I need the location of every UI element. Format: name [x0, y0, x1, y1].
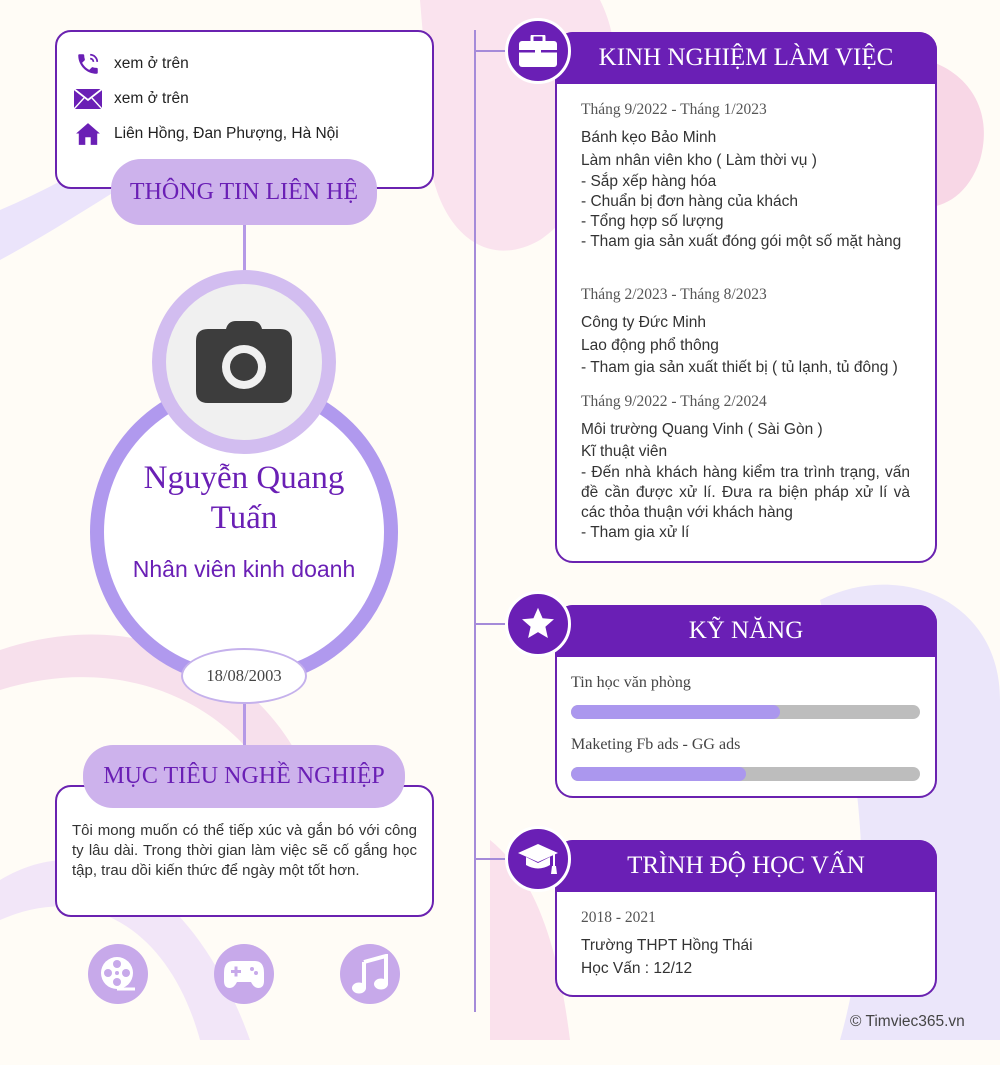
briefcase-icon	[519, 35, 557, 67]
contact-section-title: THÔNG TIN LIÊN HỆ	[111, 159, 377, 225]
job-3-position: Kĩ thuật viên	[581, 443, 668, 460]
skill-1-name: Tin học văn phòng	[571, 674, 691, 691]
job-duty: - Tham gia sản xuất đóng gói một số mặt hàng	[581, 233, 902, 250]
job-duty: - Tổng hợp số lượng	[581, 213, 724, 230]
job-2-position: Lao động phổ thông	[581, 337, 719, 354]
job-duty: - Tham gia sản xuất thiết bị ( tủ lạnh, tủ đông )	[581, 359, 898, 376]
envelope-icon	[73, 85, 103, 113]
education-badge	[505, 826, 571, 892]
timeline-line	[474, 30, 476, 1012]
music-note-icon	[352, 954, 388, 994]
education-school: Trường THPT Hồng Thái	[581, 937, 753, 954]
skill-2-bar-fill	[571, 767, 746, 781]
home-icon	[73, 120, 103, 148]
education-period: 2018 - 2021	[581, 909, 656, 926]
skill-1-bar-fill	[571, 705, 780, 719]
contact-address-text: Liên Hồng, Đan Phượng, Hà Nội	[114, 125, 339, 142]
skill-2-name: Maketing Fb ads - GG ads	[571, 736, 741, 753]
job-duty: - Sắp xếp hàng hóa	[581, 173, 717, 190]
contact-phone-row	[73, 50, 189, 78]
job-3-duties	[581, 463, 910, 543]
job-duty: - Đến nhà khách hàng kiểm tra trình trạng, vấn đề cần được xử lí. Đưa ra biện pháp xử lí và các thỏa thuận với khách hàng	[581, 464, 910, 521]
job-3-period: Tháng 9/2022 - Tháng 2/2024	[581, 393, 767, 410]
job-1-duties	[581, 172, 910, 252]
profile-name: Nguyễn Quang Tuấn	[143, 460, 345, 536]
job-1-company: Bánh kẹo Bảo Minh	[581, 129, 717, 146]
hobby-music-button[interactable]	[340, 944, 400, 1004]
hobby-game-button[interactable]	[214, 944, 274, 1004]
job-3-company: Môi trường Quang Vinh ( Sài Gòn )	[581, 421, 823, 438]
skills-section-title: KỸ NĂNG	[555, 605, 937, 657]
job-duty: - Tham gia xử lí	[581, 524, 690, 541]
connector-line	[243, 225, 246, 271]
hobby-film-button[interactable]	[88, 944, 148, 1004]
profile-job-title: Nhân viên kinh doanh	[132, 556, 356, 582]
skill-2-bar	[571, 767, 920, 781]
film-reel-icon	[99, 955, 137, 993]
skills-badge	[505, 591, 571, 657]
graduation-cap-icon	[517, 842, 559, 876]
education-section-title: TRÌNH ĐỘ HỌC VẤN	[555, 840, 937, 892]
objective-text: Tôi mong muốn có thể tiếp xúc và gắn bó với công ty lâu dài. Trong thời gian làm việc sẽ cố gắng học tập, trau dồi kiến thức để ngày một tốt hơn.	[72, 822, 417, 879]
experience-section-title: KINH NGHIỆM LÀM VIỆC	[555, 32, 937, 84]
contact-email-row	[73, 85, 189, 113]
star-icon	[520, 607, 556, 641]
avatar[interactable]	[166, 284, 322, 440]
contact-phone-text: xem ở trên	[114, 55, 189, 72]
job-2-company: Công ty Đức Minh	[581, 314, 706, 331]
job-1-period: Tháng 9/2022 - Tháng 1/2023	[581, 101, 767, 118]
skill-1-bar	[571, 705, 920, 719]
education-level: Học Vấn : 12/12	[581, 960, 693, 977]
profile-dob: 18/08/2003	[181, 648, 307, 704]
gamepad-icon	[223, 959, 265, 989]
phone-icon	[73, 50, 103, 78]
job-2-period: Tháng 2/2023 - Tháng 8/2023	[581, 286, 767, 303]
job-2-duties	[581, 358, 910, 378]
job-1-position: Làm nhân viên kho ( Làm thời vụ )	[581, 152, 817, 169]
job-duty: - Chuẩn bị đơn hàng của khách	[581, 193, 798, 210]
footer-credit[interactable]: © Timviec365.vn	[850, 1013, 965, 1030]
experience-badge	[505, 18, 571, 84]
objective-section-title: MỤC TIÊU NGHỀ NGHIỆP	[83, 745, 405, 808]
connector-line	[243, 704, 246, 746]
contact-email-text: xem ở trên	[114, 90, 189, 107]
contact-address-row	[73, 120, 339, 148]
camera-icon	[196, 321, 292, 403]
